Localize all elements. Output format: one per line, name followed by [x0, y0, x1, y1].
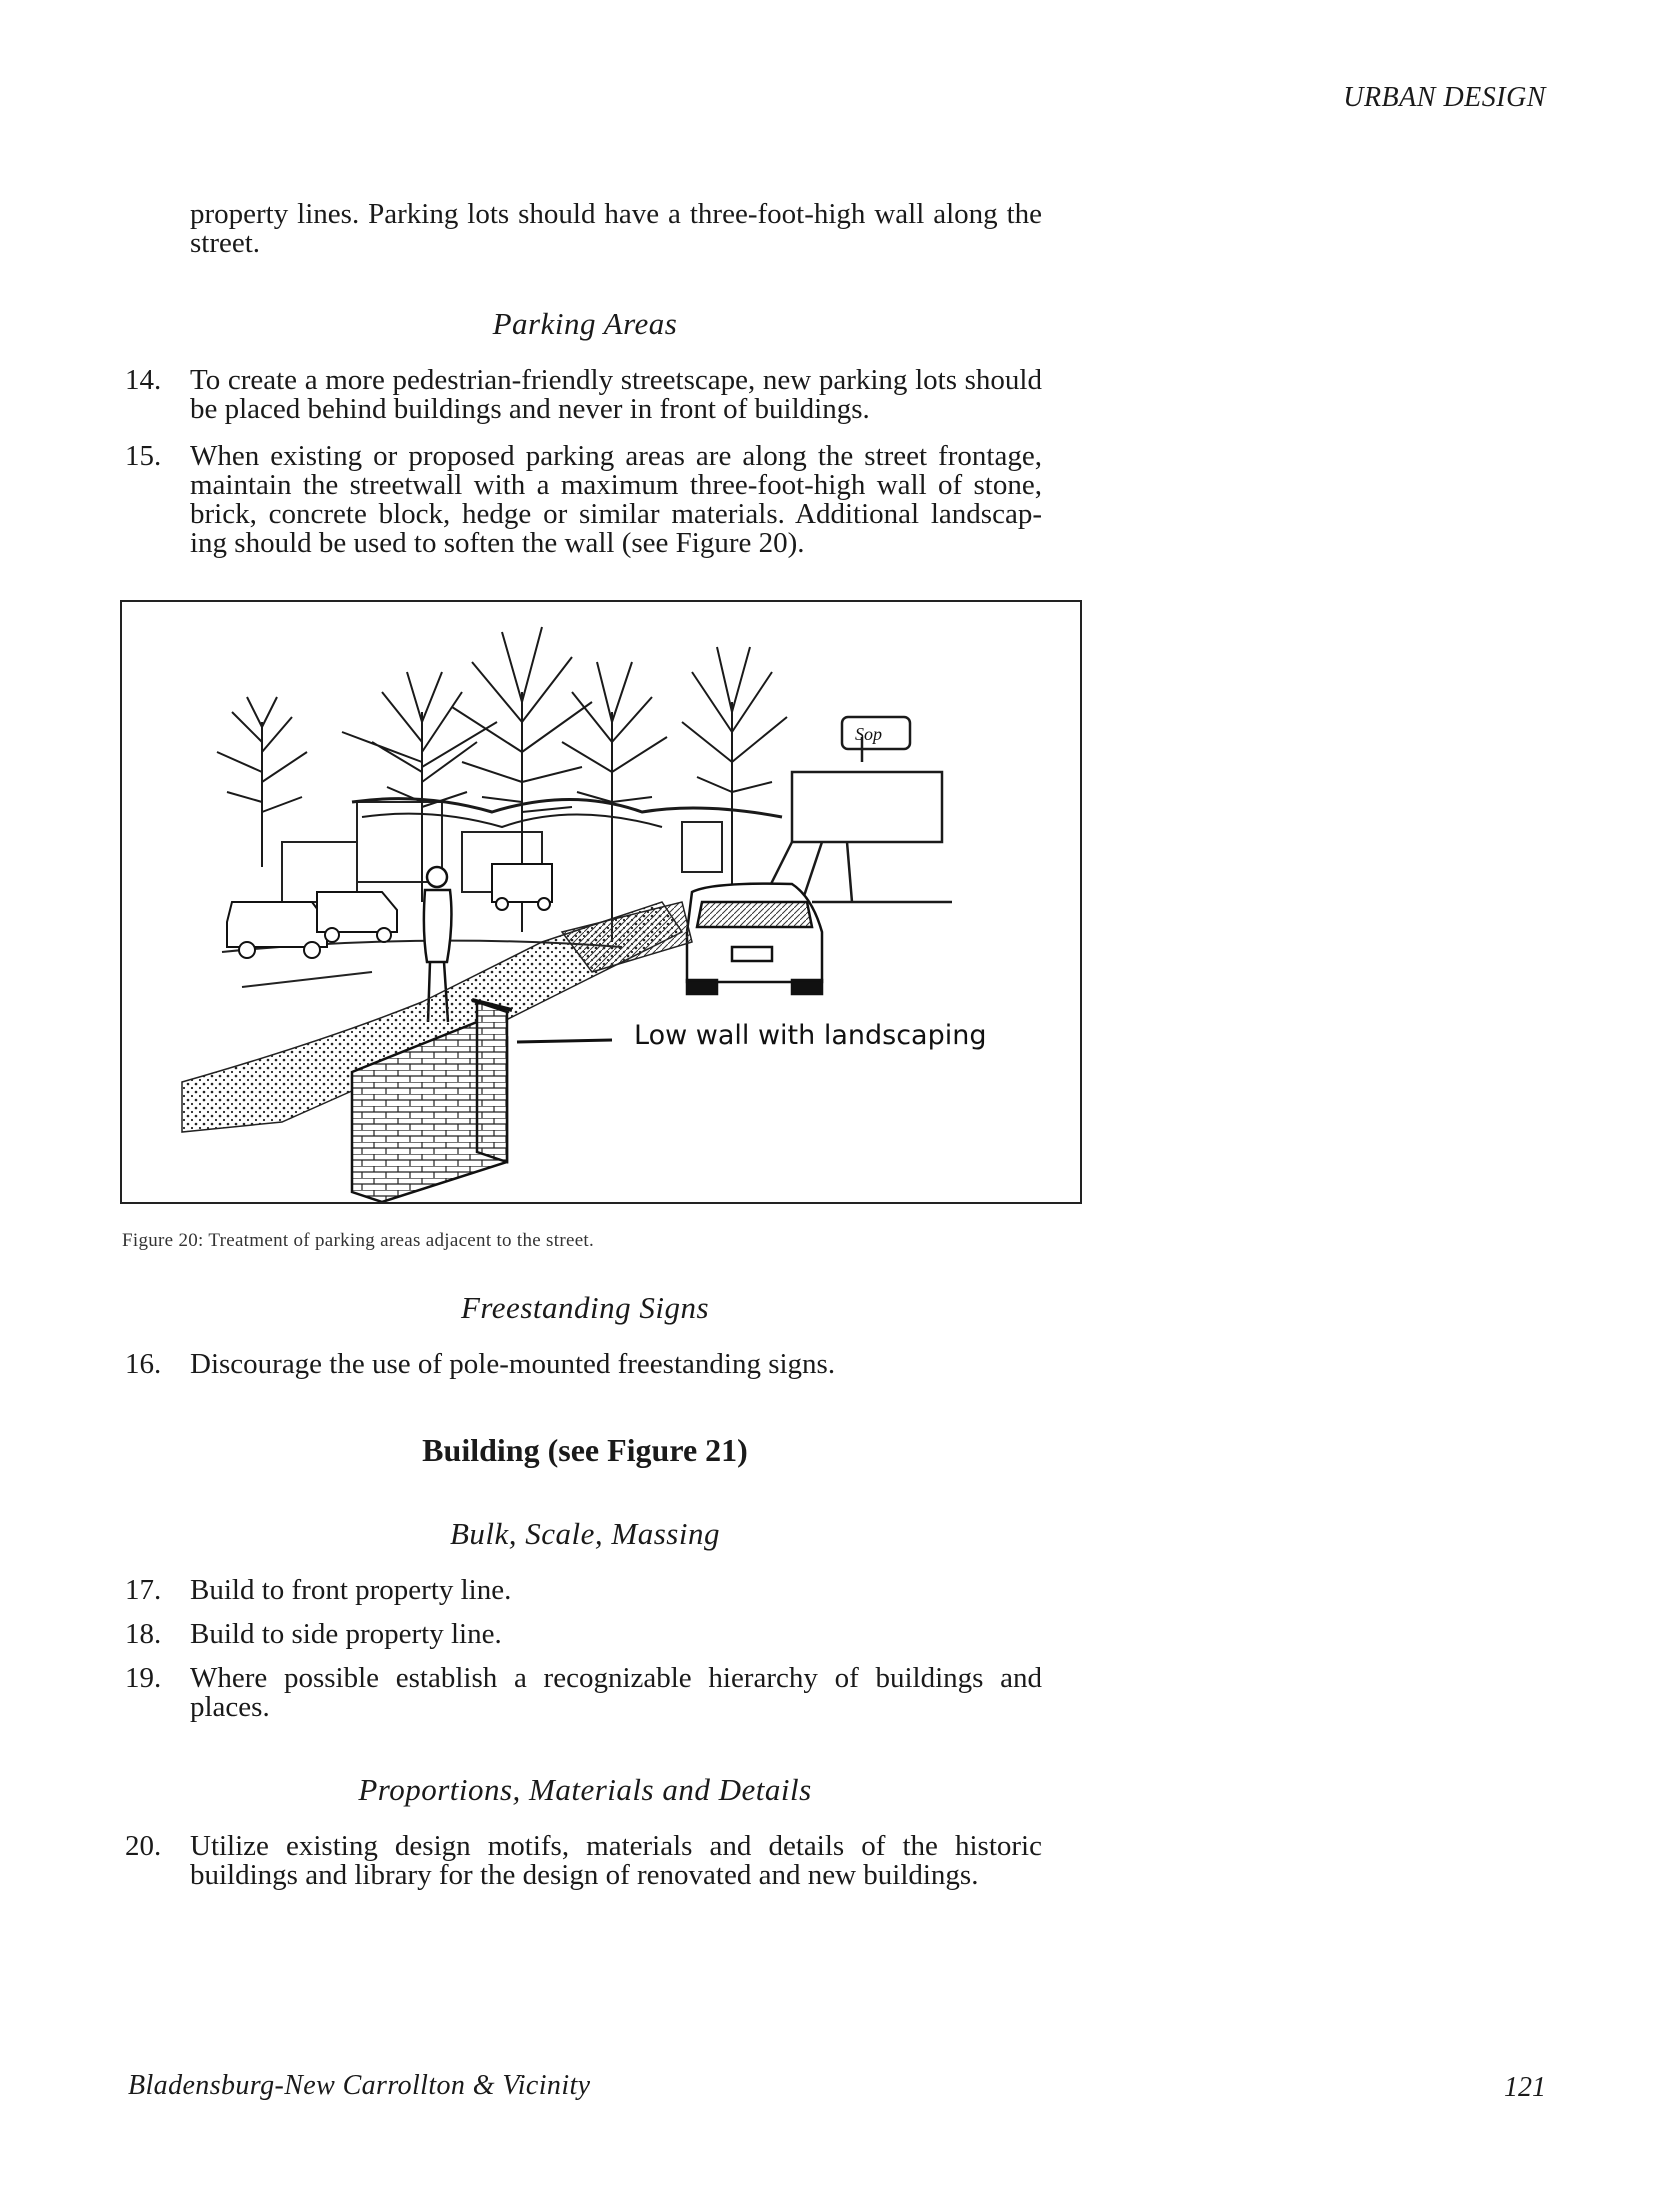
- item-text: Utilize existing design motifs, materials and details of the historic buildings and library for the design of renovated and new buildings.: [190, 1830, 1042, 1891]
- list-item-19: [125, 1664, 1042, 1722]
- page-number: 121: [1504, 2072, 1546, 2103]
- subheading-proportions: Proportions, Materials and Details: [358, 1772, 812, 1807]
- callout-leader-line: [517, 1040, 612, 1042]
- parked-cars: [227, 864, 552, 958]
- section-heading-building: Building (see Figure 21): [422, 1432, 748, 1468]
- list-item-18: [125, 1620, 1042, 1649]
- item-text: Where possible establish a recognizable hierarchy of buildings and places.: [190, 1662, 1042, 1723]
- item-text: When existing or proposed parking areas are along the street frontage, maintain the streetwall with a maximum three-foot-high wall of stone, brick, concrete block, hedge or similar materials. Additional landscap- ing should be used to soften the wall (see Figure 20).: [190, 440, 1042, 559]
- commercial-building: [762, 717, 952, 902]
- item-text: Build to side property line.: [190, 1618, 502, 1650]
- item-text: Build to front property line.: [190, 1574, 512, 1606]
- item-number: 17.: [125, 1574, 162, 1606]
- item-number: 14.: [125, 364, 162, 396]
- store-sign-text: Sop: [855, 724, 882, 744]
- figure-20-illustration: [120, 600, 1082, 1204]
- subheading-freestanding-signs: Freestanding Signs: [460, 1290, 710, 1325]
- item-number: 15.: [125, 440, 162, 472]
- figure-caption: Figure 20: Treatment of parking areas adjacent to the street.: [122, 1230, 595, 1251]
- item-number: 16.: [125, 1348, 162, 1380]
- list-item-15: [125, 442, 1042, 558]
- list-item-16: [125, 1350, 1042, 1379]
- list-item-20: [125, 1832, 1042, 1890]
- subheading-bulk-scale-massing: Bulk, Scale, Massing: [449, 1516, 720, 1551]
- list-item-17: [125, 1576, 1042, 1605]
- lot-car: [687, 884, 822, 994]
- figure-callout-label: Low wall with landscaping: [634, 1020, 987, 1051]
- street-sketch: [122, 602, 1080, 1202]
- item-number: 18.: [125, 1618, 162, 1650]
- item-text: Discourage the use of pole-mounted freestanding signs.: [190, 1348, 836, 1380]
- item-text: To create a more pedestrian-friendly streetscape, new parking lots should be placed behind buildings and never in front of buildings.: [190, 364, 1042, 425]
- subheading-parking-areas: Parking Areas: [492, 306, 678, 341]
- item-number: 19.: [125, 1662, 162, 1694]
- item-number: 20.: [125, 1830, 162, 1862]
- footer-document-title: Bladensburg-New Carrollton & Vicinity: [128, 2070, 591, 2101]
- running-header: URBAN DESIGN: [1343, 82, 1546, 113]
- list-item-14: [125, 366, 1042, 424]
- continuation-paragraph: property lines. Parking lots should have a three-foot-high wall along the street.: [190, 198, 1042, 259]
